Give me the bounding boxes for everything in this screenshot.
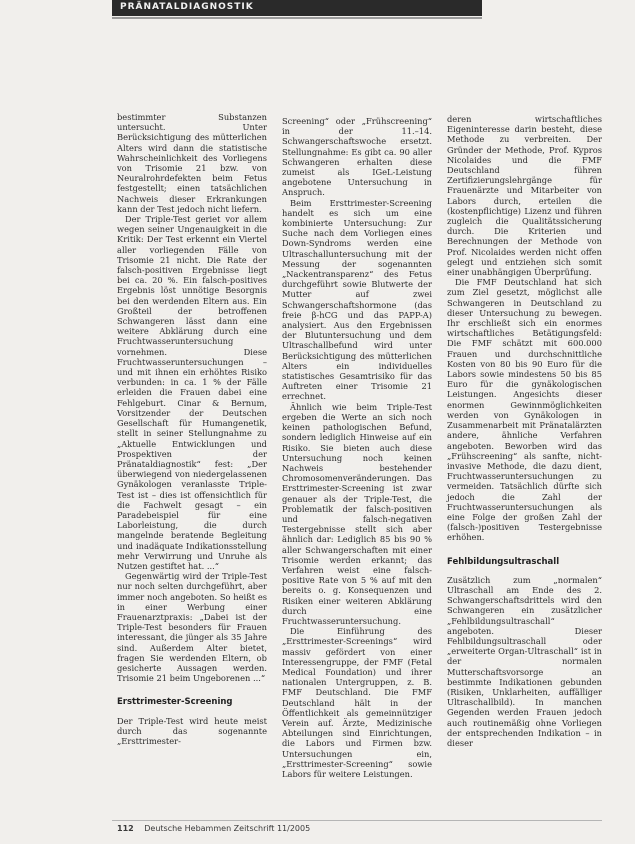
paragraph: bestimmter Substanzen untersucht. Unter Berücksichtigung des mütterlichen Alters wird dann die statistische Wahrscheinlichkeit des Vorliegens von Trisomie 21 bzw. von Neuralrohrdefekten beim Fetus festgestellt; einen tatsächlichen Nachweis dieser Erkrankungen kann der Test jedoch nicht liefern. bbox=[117, 112, 267, 214]
paragraph: Ähnlich wie beim Triple-Test ergeben die Werte an sich noch keinen pathologischen Befund, sondern lediglich Hinweise auf ein Risiko. Sie bieten auch diese Untersuchung noch keinen Nachweis bestehender Chromosomenveränderungen. Das Ersttrimester-Screening ist zwar genauer als der Triple-Test, die Problematik der falsch-positiven und falsch-negativen Testergebnisse stellt sich aber ähnlich dar: Lediglich 85 bis 90 % aller Schwangerschaften mit einer Trisomie werden erkannt; das Verfahren weist eine falsch-positive Rate von 5 % auf mit den bereits o. g. Konsequenzen und Risiken einer weiteren Abklärung durch eine Fruchtwasseruntersuchung. bbox=[282, 401, 432, 626]
paragraph: Screening“ oder „Frühscreening“ in der 11.–14. Schwangerschaftswoche ersetzt. Stellungnahme: Es gibt ca. 90 aller Schwangeren erhalten diese zumeist als IGeL-Leistung angebotene Untersuchung in Anspruch. bbox=[282, 116, 432, 198]
paragraph: Der Triple-Test wird heute meist durch das sogenannte „Ersttrimester- bbox=[117, 715, 267, 746]
column-1 bbox=[117, 112, 267, 746]
section-header: PRÄNATALDIAGNOSTIK bbox=[120, 2, 254, 12]
subheading: Ersttrimester-Screening bbox=[117, 697, 233, 708]
paragraph: Die Einführung des „Ersttrimester-Screenings“ wird massiv gefördert von einer Interessengruppe, der FMF (Fetal Medical Foundation) und ihrer nationalen Untergruppen, z. B. FMF Deutschland. Die FMF Deutschland hält in der Öffentlichkeit als gemeinnütziger Verein auf. Ärzte, Medizinische Abteilungen sind Einrichtungen, die Labors und Firmen bzw. Untersuchungen ein, „Ersttrimester-Screening“ sowie Labors für weitere Leistungen. bbox=[282, 626, 432, 779]
paragraph: Gegenwärtig wird der Triple-Test nur noch selten durchgeführt, aber immer noch angeboten. So heißt es in einer Werbung einer Frauenarztpraxis: „Dabei ist der Triple-Test besonders für Frauen interessant, die jünger als 35 Jahre sind. Außerdem Alter bietet, fragen Sie werdenden Eltern, ob gesicherte Aussagen werden. Trisomie 21 beim Ungeborenen ...“ bbox=[117, 571, 267, 684]
journal-name: Deutsche Hebammen Zeitschrift 11/2005 bbox=[144, 824, 311, 833]
subheading: Fehlbildungsultraschall bbox=[447, 556, 560, 567]
footer-rule bbox=[112, 820, 602, 821]
paragraph: deren wirtschaftliches Eigeninteresse darin besteht, diese Methode zu verbreiten. Der Gründer der Methode, Prof. Kypros Nicolaides und die FMF Deutschland führen Zertifizierungslehrgänge für Frauenärzte und Mitarbeiter von Labors durch, erteilen die (kostenpflichtige) Lizenz und führen zugleich die Qualitätssicherung durch. Die Kriterien und Berechnungen der Methode von Prof. Nicolaides werden nicht offen gelegt und entziehen sich somit einer unabhängigen Überprüfung. bbox=[447, 114, 602, 278]
header-rule bbox=[112, 17, 482, 19]
page-footer bbox=[117, 824, 310, 833]
paragraph: Beim Ersttrimester-Screening handelt es sich um eine kombinierte Untersuchung: Zur Suche nach dem Vorliegen eines Down-Syndroms werden eine Ultraschalluntersuchung mit der Messung der sogenannten „Nackentransparenz“ des Fetus durchgeführt sowie Blutwerte der Mutter auf zwei Schwangerschaftshormone (das freie β-hCG und das PAPP-A) analysiert. Aus den Ergebnissen der Blutuntersuchung und dem Ultraschallbefund wird unter Berücksichtigung des mütterlichen Alters ein individuelles statistisches Gesamtrisiko für das Auftreten einer Trisomie 21 errechnet. bbox=[282, 197, 432, 402]
page-number: 112 bbox=[117, 824, 134, 833]
paragraph: Der Triple-Test geriet vor allem wegen seiner Ungenauigkeit in die Kritik: Der Test erkennt ein Viertel aller vorliegenden Fälle von Trisomie 21 nicht. Die Rate der falsch-positiven Ergebnisse liegt bei ca. 20 %. Ein falsch-positives Ergebnis löst unnötige Besorgnis bei den werdenden Eltern aus. Ein Großteil der betroffenen Schwangeren lässt dann eine weitere Abklärung durch eine Fruchtwasseruntersuchung vornehmen. Diese Fruchtwasseruntersuchungen – und mit ihnen ein erhöhtes Risiko verbunden: in ca. 1 % der Fälle erleiden die Frauen dabei eine Fehlgeburt. Cinar & Bernum, Vorsitzender der Deutschen Gesellschaft für Humangenetik, stellt in seiner Stellungnahme zu „Aktuelle Entwicklungen und Prospektiven der Pränataldiagnostik“ fest: „Der überwiegend von niedergelassenen Gynäkologen veranlasste Triple-Test ist – dies ist offensichtlich für die Fachwelt gesagt – ein Paradebeispiel für eine Laborleistung, die durch mangelnde beratende Begleitung und inadäquate Indikationsstellung mehr Verwirrung und Unruhe als Nutzen gestiftet hat. ...“ bbox=[117, 214, 267, 571]
column-2 bbox=[282, 116, 432, 779]
paragraph: Die FMF Deutschland hat sich zum Ziel gesetzt, möglichst alle Schwangeren in Deutschland zu dieser Untersuchung zu bewegen. Ihr erschließt sich ein enormes wirtschaftliches Betätigungsfeld: Die FMF schätzt mit 600.000 Frauen und durchschnittliche Kosten von 80 bis 90 Euro für die Labors sowie mindestens 50 bis 85 Euro für die gynäkologischen Leistungen. Angesichts dieser enormen Gewinnmöglichkeiten werden von Gynäkologen in Zusammenarbeit mit Pränatalärzten andere, ähnliche Verfahren angeboten. Beworben wird das „Frühscreening“ als sanfte, nicht-invasive Methode, die dazu dient, Fruchtwasseruntersuchungen zu vermeiden. Tatsächlich dürfte sich jedoch die Zahl der Fruchtwasseruntersuchungen als eine Folge der großen Zahl der (falsch-)positiven Testergebnisse erhöhen. bbox=[447, 277, 602, 543]
paragraph: Zusätzlich zum „normalen“ Ultraschall am Ende des 2. Schwangerschaftsdrittels wird den Schwangeren ein zusätzlicher „Fehlbildungsultraschall“ angeboten. Dieser Fehlbildungsultraschall oder „erweiterte Organ-Ultraschall“ ist in der normalen Mutterschaftsvorsorge an bestimmte Indikationen gebunden (Risiken, Unklarheiten, auffälliger Ultraschallbild). In manchen Gegenden werden Frauen jedoch auch routinemäßig ohne Vorliegen der entsprechenden Indikation – in dieser bbox=[447, 574, 602, 748]
column-3 bbox=[447, 114, 602, 748]
